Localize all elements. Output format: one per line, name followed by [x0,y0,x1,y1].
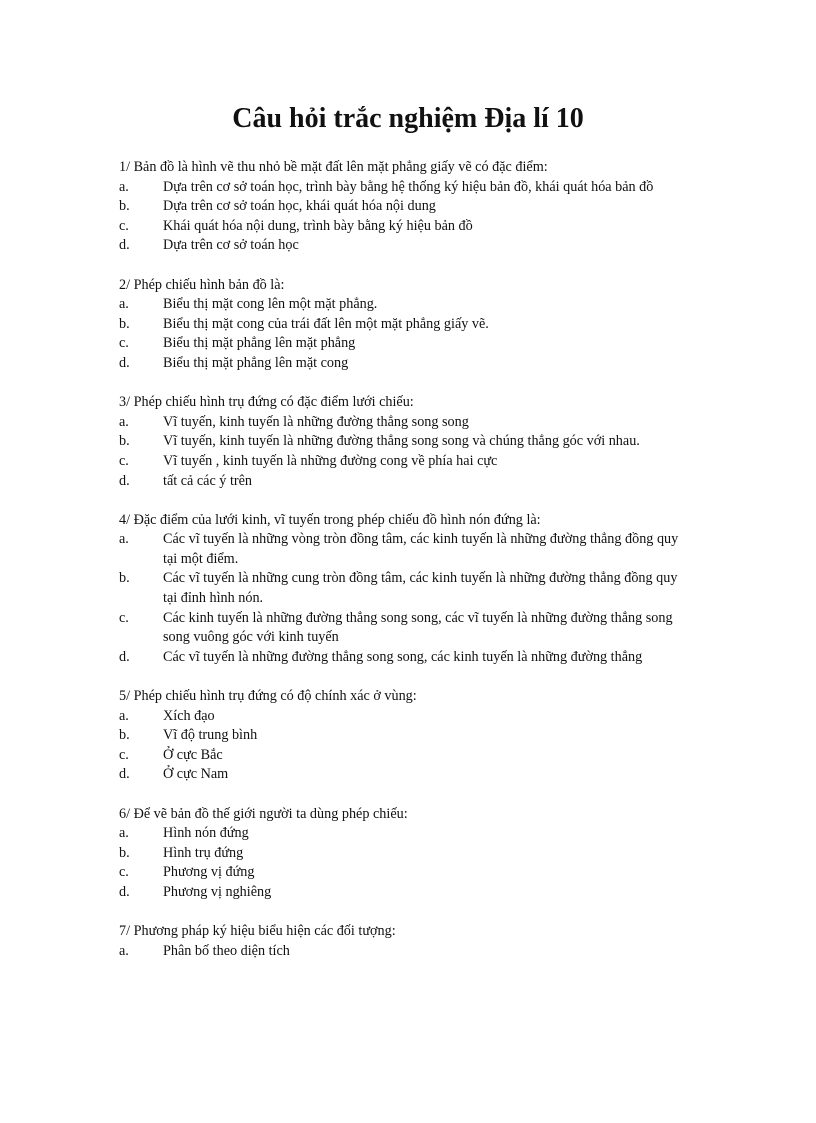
option-a [119,178,681,198]
option-letter: b. [119,844,130,861]
option-b [119,726,681,746]
option-b [119,197,681,217]
question-1 [119,158,681,256]
option-letter: a. [119,296,129,313]
question-stem: 5/ Phép chiếu hình trụ đứng có độ chính xác ở vùng: [119,688,417,705]
option-text: Biểu thị mặt cong lên một mặt phẳng. [163,296,378,313]
option-b [119,569,681,608]
question-stem: 3/ Phép chiếu hình trụ đứng có đặc điểm lưới chiếu: [119,394,414,411]
option-letter: c. [119,335,129,352]
option-text: Dựa trên cơ sở toán học, khái quát hóa nội dung [163,198,436,215]
question-4 [119,511,681,668]
option-text: Các kinh tuyến là những đường thẳng song song, các vĩ tuyến là những đường thẳng song song vuông góc với kinh tuyến [163,609,673,646]
option-text: Khái quát hóa nội dung, trình bày bằng ký hiệu bản đồ [163,217,473,234]
option-a [119,530,681,569]
option-c [119,609,681,648]
option-text: Ở cực Bắc [163,746,223,763]
option-letter: d. [119,472,130,489]
question-stem: 1/ Bản đồ là hình vẽ thu nhỏ bề mặt đất lên mặt phẳng giấy vẽ có đặc điểm: [119,159,548,175]
option-b [119,315,681,335]
option-text: Hình trụ đứng [163,844,244,861]
option-text: Xích đạo [163,707,215,724]
option-d [119,648,681,668]
option-d [119,236,681,256]
question-3 [119,393,681,491]
option-text: tất cả các ý trên [163,472,253,489]
option-letter: b. [119,570,130,587]
option-letter: a. [119,707,129,724]
option-letter: a. [119,942,129,959]
option-text: Dựa trên cơ sở toán học [163,237,299,254]
option-text: Dựa trên cơ sở toán học, trình bày bằng hệ thống ký hiệu bản đồ, khái quát hóa bản đồ [163,178,654,195]
question-2 [119,276,681,374]
option-d [119,883,681,903]
question-stem: 4/ Đặc điểm của lưới kinh, vĩ tuyến trong phép chiếu đồ hình nón đứng là: [119,511,541,528]
option-a [119,707,681,727]
option-b [119,844,681,864]
question-7 [119,922,681,961]
question-stem: 7/ Phương pháp ký hiệu biểu hiện các đối tượng: [119,923,396,940]
option-letter: a. [119,825,129,842]
option-b [119,432,681,452]
option-letter: d. [119,648,130,665]
option-a [119,413,681,433]
option-d [119,354,681,374]
option-letter: b. [119,198,130,215]
option-text: Vĩ tuyến , kinh tuyến là những đường cong về phía hai cực [163,452,498,469]
option-d [119,765,681,785]
option-letter: a. [119,413,129,430]
option-letter: a. [119,531,129,548]
option-text: Vĩ tuyến, kinh tuyến là những đường thẳng song song [163,413,469,430]
question-list [119,158,681,981]
option-letter: d. [119,766,130,783]
option-a [119,824,681,844]
option-c [119,863,681,883]
option-text: Ở cực Nam [163,766,229,783]
option-letter: a. [119,178,129,195]
option-letter: c. [119,609,129,626]
option-text: Vĩ tuyến, kinh tuyến là những đường thẳng song song và chúng thẳng góc với nhau. [163,433,640,450]
option-text: Phương vị nghiêng [163,883,272,900]
option-text: Phân bố theo diện tích [163,942,290,959]
question-6 [119,805,681,903]
option-text: Vĩ độ trung bình [163,727,258,744]
option-text: Các vĩ tuyến là những đường thẳng song song, các kinh tuyến là những đường thẳng [163,648,643,665]
option-letter: c. [119,864,129,881]
option-letter: b. [119,727,130,744]
option-d [119,472,681,492]
option-c [119,334,681,354]
question-stem: 6/ Để vẽ bản đồ thế giới người ta dùng phép chiếu: [119,805,408,822]
option-text: Biểu thị mặt phẳng lên mặt cong [163,354,349,371]
option-text: Phương vị đứng [163,864,255,881]
option-letter: d. [119,883,130,900]
option-letter: c. [119,746,129,763]
option-a [119,942,681,962]
question-5 [119,687,681,785]
option-c [119,452,681,472]
option-letter: d. [119,354,130,371]
option-letter: c. [119,217,129,234]
option-letter: d. [119,237,130,254]
option-text: Hình nón đứng [163,825,249,842]
option-text: Biểu thị mặt phẳng lên mặt phẳng [163,335,356,352]
option-letter: b. [119,315,130,332]
option-c [119,746,681,766]
option-letter: b. [119,433,130,450]
option-letter: c. [119,452,129,469]
option-c [119,217,681,237]
option-text: Biểu thị mặt cong của trái đất lên một mặt phẳng giấy vẽ. [163,315,489,332]
page-title: Câu hỏi trắc nghiệm Địa lí 10 [232,103,584,134]
question-stem: 2/ Phép chiếu hình bản đồ là: [119,276,285,293]
option-text: Các vĩ tuyến là những cung tròn đồng tâm, các kinh tuyến là những đường thẳng đồng quy tại đỉnh hình nón. [163,570,678,607]
option-text: Các vĩ tuyến là những vòng tròn đồng tâm, các kinh tuyến là những đường thẳng đồng quy tại một điểm. [163,531,679,567]
option-a [119,295,681,315]
